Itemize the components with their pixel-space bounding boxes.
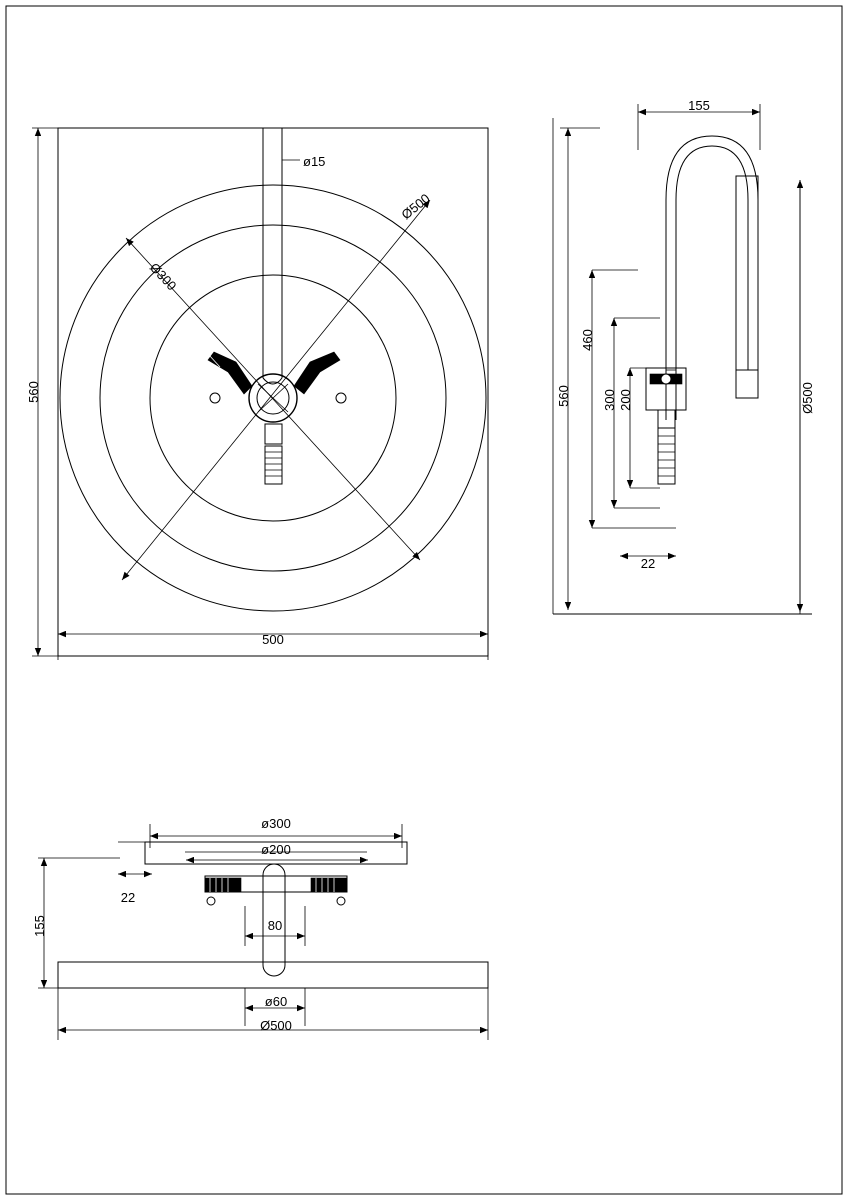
bolt-hole-right — [336, 393, 346, 403]
stem-collar — [265, 424, 282, 444]
valve-knob — [661, 374, 671, 384]
label-top-dia500: Ø500 — [398, 190, 433, 223]
sheet-border — [6, 6, 842, 1194]
label-top-height-560: 560 — [26, 381, 41, 403]
label-section-80: 80 — [267, 918, 283, 933]
side-view — [553, 104, 812, 614]
label-side-22: 22 — [640, 556, 656, 571]
spoke-left — [208, 352, 252, 394]
label-side-460: 460 — [580, 329, 595, 351]
side-riser-fitting — [736, 370, 758, 398]
label-section-22: 22 — [120, 890, 136, 905]
section-bolt-right — [337, 897, 345, 905]
label-top-dia15: ø15 — [303, 154, 326, 169]
bolt-hole-left — [210, 393, 220, 403]
label-section-dia200: ø200 — [261, 842, 291, 857]
label-section-dia300: ø300 — [261, 816, 291, 831]
label-side-300: 300 — [602, 389, 617, 411]
gooseneck-outer — [676, 146, 748, 420]
spoke-right — [294, 352, 340, 394]
label-side-560: 560 — [556, 385, 571, 407]
side-riser-tube — [736, 176, 758, 370]
label-side-200: 200 — [618, 389, 633, 411]
label-side-dia500: Ø500 — [800, 382, 815, 414]
section-bolt-left — [207, 897, 215, 905]
label-section-155: 155 — [32, 915, 47, 937]
label-section-dia500: Ø500 — [260, 1018, 292, 1033]
lower-bar — [58, 962, 488, 988]
valve-threads — [658, 428, 675, 484]
label-side-155: 155 — [688, 98, 710, 113]
stem-threads — [265, 446, 282, 484]
dia500-leader — [122, 200, 430, 580]
label-section-dia60: ø60 — [264, 994, 288, 1009]
label-top-width-500: 500 — [262, 632, 284, 647]
label-top-dia300: Ø300 — [146, 259, 180, 294]
